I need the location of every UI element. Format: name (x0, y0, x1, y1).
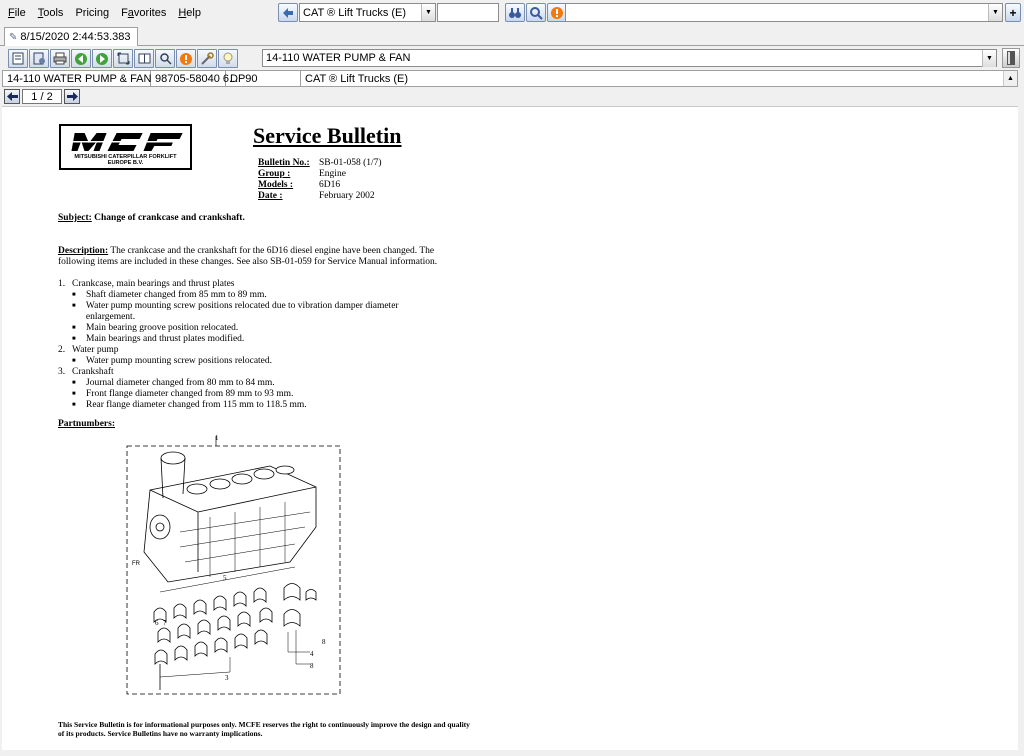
bullet-text: Main bearings and thrust plates modified. (86, 334, 245, 344)
bullet-item (58, 301, 448, 323)
alert-icon[interactable] (547, 3, 567, 22)
bullet-item (58, 323, 448, 334)
tab-label: 8/15/2020 2:44:53.383 (20, 31, 131, 43)
meta-value: February 2002 (319, 191, 375, 201)
meta-key: Group : (258, 169, 291, 179)
catalog-select-value: CAT ® Lift Trucks (E) (303, 6, 407, 19)
bullet-text: Front flange diameter changed from 89 mm to 93 mm. (86, 389, 294, 399)
back-arrow-icon[interactable] (278, 3, 298, 22)
page-indicator: 1 / 2 (22, 89, 62, 104)
bullet-text: Rear flange diameter changed from 115 mm to 118.5 mm. (86, 400, 307, 410)
book-icon[interactable] (1002, 48, 1020, 68)
partnumbers-label: Partnumbers: (58, 419, 115, 429)
label-6: 6 (155, 619, 159, 627)
meta-key: Bulletin No.: (258, 158, 310, 168)
info-cell-partnumber: 98705-58040 6... (151, 71, 226, 86)
pen-icon: ✎ (9, 31, 18, 43)
menu-item-pricing[interactable]: Pricing (75, 6, 110, 19)
bullet-item (58, 334, 448, 345)
menu-item-tools[interactable]: Tools (37, 6, 64, 19)
zoom-icon[interactable] (155, 49, 175, 68)
list-item-title: Crankcase, main bearings and thrust plates (72, 279, 235, 289)
main-menu (0, 7, 213, 19)
logo-caption-line1: MITSUBISHI CATERPILLAR FORKLIFT (74, 154, 177, 160)
bullet-icon: ■ (72, 336, 76, 342)
bullet-item (58, 400, 448, 411)
catalog-select[interactable] (299, 3, 436, 22)
address-select[interactable] (565, 3, 1003, 22)
magnifier-icon[interactable] (526, 3, 546, 22)
bullet-icon: ■ (72, 325, 76, 331)
tab-session[interactable] (4, 27, 138, 46)
arrow-left-icon[interactable] (71, 49, 91, 68)
label-3: 3 (225, 674, 229, 682)
description-label: Description: (58, 246, 109, 256)
subject-line (58, 213, 448, 224)
bullet-text: Water pump mounting screw positions relocated. (86, 356, 273, 366)
menu-item-favorites[interactable]: Favorites (121, 6, 167, 19)
bullet-text: Shaft diameter changed from 85 mm to 89 mm. (86, 290, 267, 300)
meta-value: SB-01-058 (1/7) (319, 158, 382, 168)
subject-text: Change of crankcase and crankshaft. (94, 213, 245, 223)
bullet-text: Water pump mounting screw positions relocated due to vibration damper diameter enlargement. (85, 301, 399, 322)
document-select[interactable] (262, 49, 997, 67)
bullet-icon: ■ (72, 292, 76, 298)
bullet-icon: ■ (72, 402, 76, 408)
exploded-parts-drawing (120, 432, 350, 697)
top-controls (278, 3, 568, 22)
label-fr: FR (132, 561, 140, 567)
fit-width-icon[interactable] (134, 49, 154, 68)
bullet-text: Journal diameter changed from 80 mm to 84 mm. (86, 378, 275, 388)
info-row (2, 70, 1018, 87)
tools-icon[interactable] (197, 49, 217, 68)
chevron-down-icon[interactable]: ▼ (982, 50, 996, 67)
plus-icon[interactable]: + (1005, 3, 1021, 22)
chevron-down-icon[interactable]: ▼ (421, 4, 435, 21)
chevron-down-icon[interactable]: ▼ (988, 4, 1002, 21)
description-text: The crankcase and the crankshaft for the 6D16 diesel engine have been changed. The following items are included in these changes. See also SB-01-059 for Service Manual information. (58, 246, 438, 267)
description-paragraph (58, 246, 448, 268)
label-1: 1 (215, 434, 219, 442)
logo-caption-line2: EUROPE B.V. (107, 160, 144, 166)
bullet-item (58, 378, 448, 389)
label-8a: 8 (322, 638, 326, 646)
print-icon[interactable] (50, 49, 70, 68)
label-7: 7 (163, 619, 167, 627)
document-viewer (2, 106, 1018, 750)
list-item (58, 345, 448, 356)
binoculars-icon[interactable] (505, 3, 525, 22)
label-5: 5 (223, 574, 227, 582)
mcf-logo (59, 124, 192, 170)
meta-key: Date : (258, 191, 283, 201)
bulletin-meta (258, 158, 382, 202)
bullet-item (58, 290, 448, 301)
alert-icon[interactable] (176, 49, 196, 68)
previous-page-icon[interactable] (4, 89, 20, 104)
page-navigator (4, 89, 80, 104)
bullet-item (58, 356, 448, 367)
crankcase-drawing (144, 452, 316, 582)
bullet-icon: ■ (72, 358, 76, 364)
list-item-title: Water pump (72, 345, 119, 355)
mcf-logo-mark (71, 131, 183, 153)
info-cell-model: DP90 (226, 71, 301, 86)
search-input[interactable] (437, 3, 499, 22)
disclaimer-footer: This Service Bulletin is for informational purposes only. MCFE reserves the right to continuously improve the design and quality of its products. Service Bulletins have no warranty implications. (58, 720, 470, 738)
info-cell-title: 14-110 WATER PUMP & FAN (3, 71, 151, 86)
subject-label: Subject: (58, 213, 92, 223)
menu-bar (0, 0, 1024, 25)
info-cell-catalog: CAT ® Lift Trucks (E) (305, 72, 409, 85)
document-select-value: 14-110 WATER PUMP & FAN (266, 52, 411, 64)
settings-document-icon[interactable] (29, 49, 49, 68)
meta-value: 6D16 (319, 180, 341, 190)
meta-key: Models : (258, 180, 294, 190)
list-number: 3. (58, 367, 66, 377)
changes-list (58, 279, 448, 411)
next-page-icon[interactable] (64, 89, 80, 104)
bullet-text: Main bearing groove position relocated. (86, 323, 239, 333)
bullet-icon: ■ (72, 380, 76, 386)
menu-item-file[interactable]: File (8, 6, 26, 19)
list-number: 2. (58, 345, 66, 355)
scroll-up-icon[interactable]: ▲ (1003, 71, 1017, 86)
meta-value: Engine (319, 169, 346, 179)
list-number: 1. (58, 279, 66, 289)
bulletin-title: Service Bulletin (253, 123, 402, 148)
logo-caption (61, 154, 190, 166)
bullet-item (58, 389, 448, 400)
label-8b: 8 (310, 662, 314, 670)
list-item (58, 279, 448, 290)
lightbulb-icon[interactable] (218, 49, 238, 68)
label-4: 4 (310, 650, 314, 658)
list-item-title: Crankshaft (72, 367, 114, 377)
tab-strip (0, 26, 1024, 46)
list-item (58, 367, 448, 378)
bearings-drawing (154, 567, 316, 690)
arrow-right-icon[interactable] (92, 49, 112, 68)
bullet-icon: ■ (72, 391, 76, 397)
menu-item-help[interactable]: Help (178, 6, 201, 19)
bullet-icon: ■ (72, 303, 76, 309)
document-view-icon[interactable] (8, 49, 28, 68)
fit-page-icon[interactable] (113, 49, 133, 68)
